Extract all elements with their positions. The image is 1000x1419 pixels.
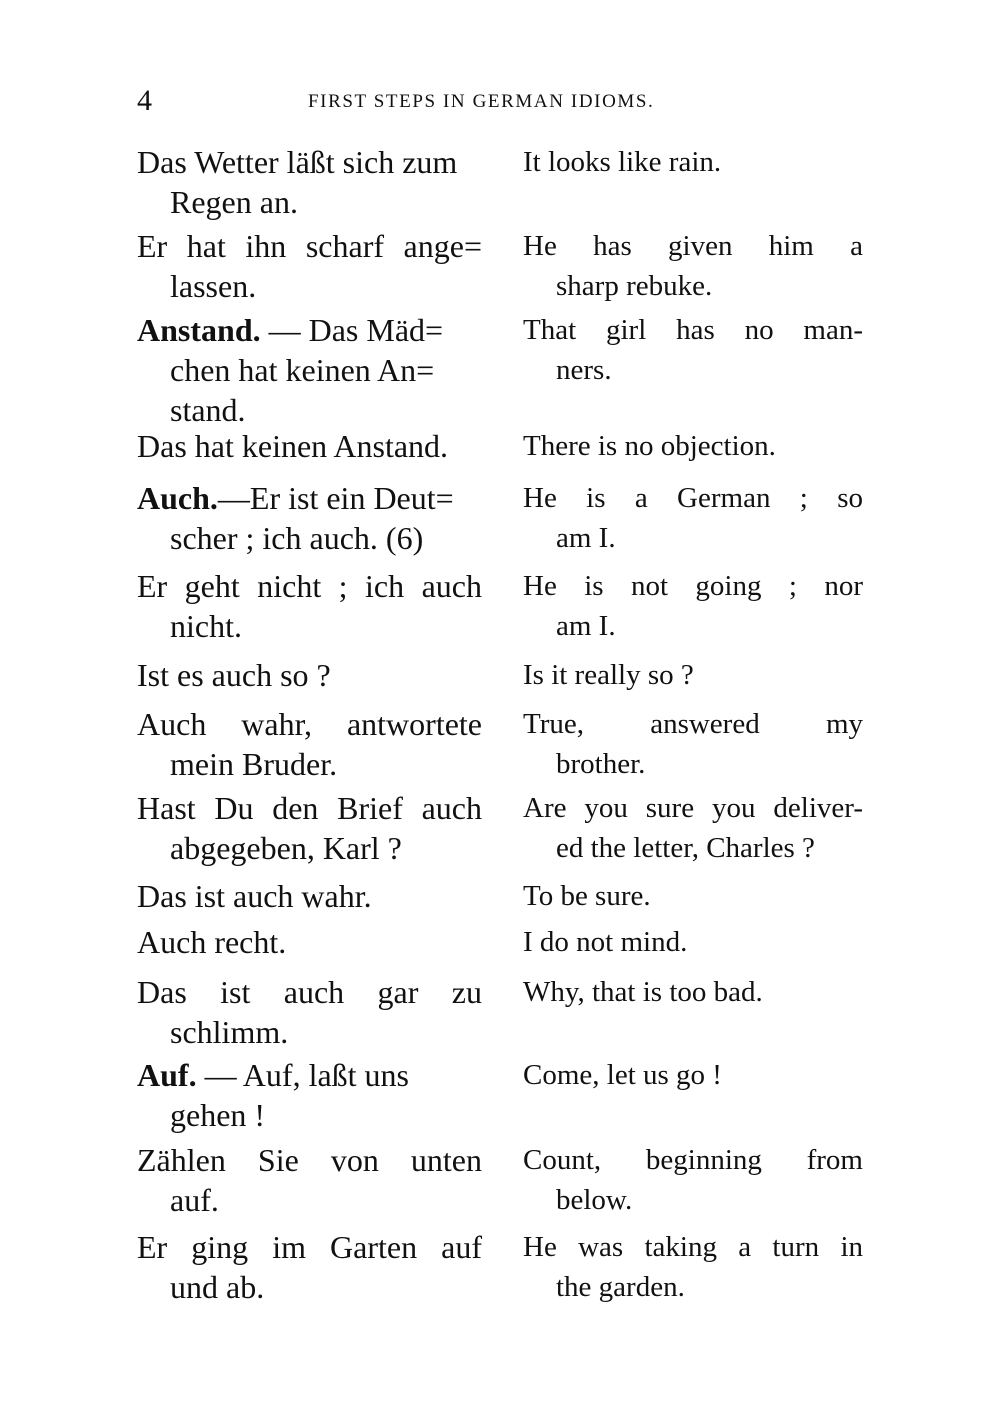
german-line: Das hat keinen Anstand. bbox=[137, 428, 449, 464]
german-line: Regen an. bbox=[170, 184, 298, 220]
english-line: Why, that is too bad. bbox=[523, 976, 763, 1008]
english-line: Are you sure you deliver- bbox=[523, 792, 863, 824]
german-phrase bbox=[137, 142, 482, 222]
page-header bbox=[137, 84, 863, 118]
german-line bbox=[137, 478, 482, 518]
german-line bbox=[137, 1055, 482, 1095]
german-phrase bbox=[137, 704, 482, 784]
german-line: Hast Du den Brief auch bbox=[137, 790, 482, 826]
entry-keyword: Anstand. bbox=[137, 312, 261, 348]
german-phrase bbox=[137, 310, 482, 430]
english-line: There is no objection. bbox=[523, 430, 776, 462]
german-line: Ist es auch so ? bbox=[137, 657, 331, 693]
english-translation bbox=[523, 478, 863, 558]
english-translation bbox=[523, 1140, 863, 1220]
english-line: He has given him a bbox=[523, 230, 863, 262]
english-translation bbox=[523, 310, 863, 390]
german-line-text: — Auf, laßt uns bbox=[204, 1057, 409, 1093]
german-line: Auch wahr, antwortete bbox=[137, 706, 482, 742]
german-phrase bbox=[137, 922, 482, 962]
page-number: 4 bbox=[137, 84, 152, 117]
german-phrase bbox=[137, 1140, 482, 1220]
german-phrase bbox=[137, 972, 482, 1052]
german-line: chen hat keinen An= bbox=[170, 352, 435, 388]
english-line: sharp rebuke. bbox=[556, 270, 713, 302]
english-translation bbox=[523, 226, 863, 306]
german-phrase bbox=[137, 655, 482, 695]
english-translation bbox=[523, 704, 863, 784]
german-phrase bbox=[137, 478, 482, 558]
english-line: brother. bbox=[556, 748, 646, 780]
german-phrase bbox=[137, 566, 482, 646]
english-line: To be sure. bbox=[523, 880, 651, 912]
english-translation bbox=[523, 1055, 863, 1095]
english-translation bbox=[523, 566, 863, 646]
german-line: Er ging im Garten auf bbox=[137, 1229, 482, 1265]
german-line: Auch recht. bbox=[137, 924, 287, 960]
english-translation bbox=[523, 972, 863, 1012]
english-line: I do not mind. bbox=[523, 926, 688, 958]
german-line-text: —Er ist ein Deut= bbox=[217, 480, 454, 516]
english-line: am I. bbox=[556, 522, 616, 554]
german-line bbox=[137, 310, 482, 350]
english-line: It looks like rain. bbox=[523, 146, 722, 178]
english-translation bbox=[523, 788, 863, 868]
german-line: nicht. bbox=[170, 608, 242, 644]
german-line: stand. bbox=[170, 392, 246, 428]
german-line-text: — Das Mäd= bbox=[268, 312, 444, 348]
english-line: ed the letter, Charles ? bbox=[556, 832, 815, 864]
running-title: FIRST STEPS IN GERMAN IDIOMS. bbox=[308, 91, 655, 112]
german-line: Er geht nicht ; ich auch bbox=[137, 568, 482, 604]
entry-keyword: Auch. bbox=[137, 480, 218, 516]
german-line: und ab. bbox=[170, 1269, 265, 1305]
german-line: Zählen Sie von unten bbox=[137, 1142, 482, 1178]
english-line: Come, let us go ! bbox=[523, 1059, 722, 1091]
german-line: lassen. bbox=[170, 268, 257, 304]
english-line: Is it really so ? bbox=[523, 659, 694, 691]
german-line: Das Wetter läßt sich zum bbox=[137, 144, 458, 180]
english-line: below. bbox=[556, 1184, 633, 1216]
english-translation bbox=[523, 655, 863, 695]
entry-keyword: Auf. bbox=[137, 1057, 197, 1093]
english-translation bbox=[523, 142, 863, 182]
english-translation bbox=[523, 876, 863, 916]
german-line: scher ; ich auch. (6) bbox=[170, 520, 424, 556]
german-line: gehen ! bbox=[170, 1097, 266, 1133]
english-line: That girl has no man- bbox=[523, 314, 863, 346]
english-line: am I. bbox=[556, 610, 616, 642]
german-phrase bbox=[137, 1055, 482, 1135]
english-line: He was taking a turn in bbox=[523, 1231, 863, 1263]
german-phrase bbox=[137, 788, 482, 868]
german-line: abgegeben, Karl ? bbox=[170, 830, 402, 866]
german-phrase bbox=[137, 876, 482, 916]
english-line: He is not going ; nor bbox=[523, 570, 863, 602]
german-line: auf. bbox=[170, 1182, 219, 1218]
german-line: Das ist auch wahr. bbox=[137, 878, 372, 914]
german-phrase bbox=[137, 426, 482, 466]
english-line: Count, beginning from bbox=[523, 1144, 863, 1176]
english-line: ners. bbox=[556, 354, 612, 386]
english-line: True, answered my bbox=[523, 708, 863, 740]
german-phrase bbox=[137, 226, 482, 306]
english-translation bbox=[523, 922, 863, 962]
english-translation bbox=[523, 1227, 863, 1307]
german-line: schlimm. bbox=[170, 1014, 289, 1050]
english-line: the garden. bbox=[556, 1271, 685, 1303]
german-line: Das ist auch gar zu bbox=[137, 974, 482, 1010]
german-line: Er hat ihn scharf ange= bbox=[137, 228, 482, 264]
german-phrase bbox=[137, 1227, 482, 1307]
english-line: He is a German ; so bbox=[523, 482, 863, 514]
german-line: mein Bruder. bbox=[170, 746, 338, 782]
english-translation bbox=[523, 426, 863, 466]
